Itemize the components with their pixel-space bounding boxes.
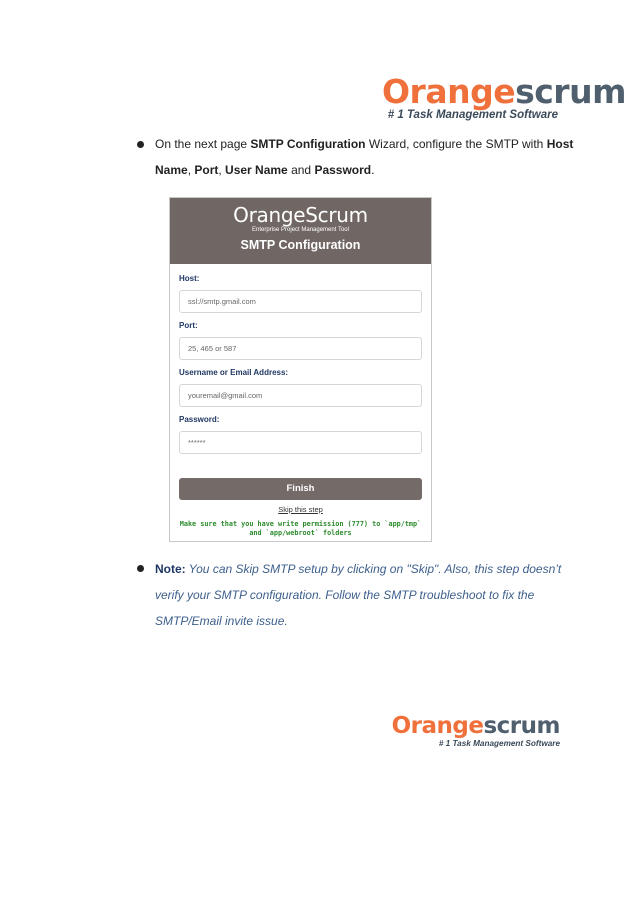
password-input[interactable]: ****** xyxy=(179,431,422,454)
permission-warning xyxy=(179,520,422,538)
orangescrum-logo-top xyxy=(382,72,626,121)
warning-line-1: Make sure that you have write permission (777) to `app/tmp` xyxy=(179,520,422,528)
logo-wordmark xyxy=(384,715,560,738)
logo-tagline: # 1 Task Management Software xyxy=(387,109,558,121)
text: . xyxy=(371,163,375,177)
bullet-dot xyxy=(137,565,144,572)
orangescrum-logo-bottom xyxy=(384,715,560,748)
logo-wordmark xyxy=(382,72,626,111)
text: Wizard, configure the SMTP with xyxy=(365,137,547,151)
smtp-wizard-screenshot xyxy=(169,197,432,542)
finish-button[interactable]: Finish xyxy=(179,478,422,500)
note-label: Note: xyxy=(155,562,186,576)
port-label: Port: xyxy=(179,321,198,330)
logo-scrum-text: scrum xyxy=(515,72,626,111)
bold-text: Port xyxy=(194,163,219,177)
logo-orange-text: Orange xyxy=(391,713,484,739)
username-label: Username or Email Address: xyxy=(179,368,289,377)
note-text: You can Skip SMTP setup by clicking on "Skip". Also, this step doesn’t verify your SMTP configuration. Follow the SMTP troubleshoot to fix the SMTP/Email invite issue. xyxy=(155,562,562,628)
wizard-header xyxy=(170,198,431,264)
logo-orange-text: Orange xyxy=(382,72,516,111)
instruction-paragraph xyxy=(155,131,575,183)
port-input[interactable]: 25, 465 or 587 xyxy=(179,337,422,360)
text: On the next page xyxy=(155,137,251,151)
logo-scrum-text: scrum xyxy=(483,713,560,739)
text: , xyxy=(218,163,226,177)
wizard-form xyxy=(170,274,431,538)
bold-text: SMTP Configuration xyxy=(250,137,366,151)
note-paragraph xyxy=(155,556,575,634)
password-label: Password: xyxy=(179,415,220,424)
wizard-brand: OrangeScrum xyxy=(233,203,368,227)
bold-text: Host Name xyxy=(155,137,574,177)
host-label: Host: xyxy=(179,274,200,283)
text: , xyxy=(187,163,195,177)
skip-step-link[interactable]: Skip this step xyxy=(278,505,323,514)
wizard-title: SMTP Configuration xyxy=(240,238,361,252)
host-input[interactable]: ssl://smtp.gmail.com xyxy=(179,290,422,313)
bold-text: User Name xyxy=(225,163,288,177)
wizard-subtitle: Enterprise Project Management Tool xyxy=(252,227,349,233)
bold-text: Password xyxy=(314,163,372,177)
username-input[interactable]: youremail@gmail.com xyxy=(179,384,422,407)
text: and xyxy=(287,163,315,177)
bullet-dot xyxy=(137,141,144,148)
logo-tagline: # 1 Task Management Software xyxy=(438,739,560,748)
warning-line-2: and `app/webroot` folders xyxy=(249,529,352,537)
